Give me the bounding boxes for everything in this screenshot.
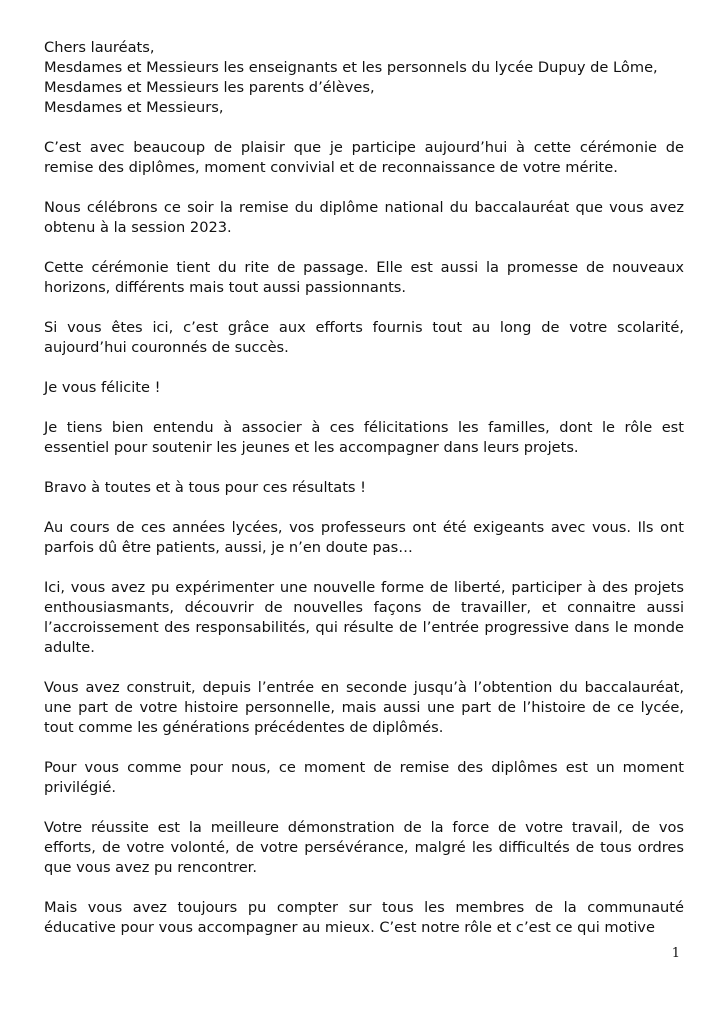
paragraph: Si vous êtes ici, c’est grâce aux efforts fournis tout au long de votre scolarité, aujourd’hui couronnés de succès. (44, 319, 684, 356)
paragraph: Pour vous comme pour nous, ce moment de remise des diplômes est un moment privilégié. (44, 759, 684, 796)
salutation-line: Mesdames et Messieurs les enseignants et les personnels du lycée Dupuy de Lôme, (44, 59, 658, 76)
letter-body (44, 38, 684, 938)
paragraph: Cette cérémonie tient du rite de passage. Elle est aussi la promesse de nouveaux horizons, différents mais tout aussi passionnants. (44, 259, 684, 296)
paragraph: Je vous félicite ! (44, 379, 161, 396)
paragraph: Ici, vous avez pu expérimenter une nouvelle forme de liberté, participer à des projets enthousiasmants, découvrir de nouvelles façons de travailler, et connaitre aussi l’accroissement des responsabilités, qui résulte de l’entrée progressive dans le monde adulte. (44, 579, 684, 656)
page-number: 1 (671, 946, 680, 961)
salutation-block (44, 38, 684, 118)
paragraph: Je tiens bien entendu à associer à ces félicitations les familles, dont le rôle est essentiel pour soutenir les jeunes et les accompagner dans leurs projets. (44, 419, 684, 456)
paragraph: Bravo à toutes et à tous pour ces résultats ! (44, 479, 367, 496)
paragraph: Nous célébrons ce soir la remise du diplôme national du baccalauréat que vous avez obtenu à la session 2023. (44, 199, 684, 236)
salutation-line: Mesdames et Messieurs, (44, 99, 224, 116)
paragraph: Vous avez construit, depuis l’entrée en seconde jusqu’à l’obtention du baccalauréat, une part de votre histoire personnelle, mais aussi une part de l’histoire de ce lycée, tout comme les générations précédentes de diplômés. (44, 679, 684, 736)
paragraph: Mais vous avez toujours pu compter sur tous les membres de la communauté éducative pour vous accompagner au mieux. C’est notre rôle et c’est ce qui motive (44, 899, 684, 936)
paragraph: Votre réussite est la meilleure démonstration de la force de votre travail, de vos efforts, de votre volonté, de votre persévérance, malgré les difficultés de tous ordres que vous avez pu rencontrer. (44, 819, 684, 876)
paragraph: C’est avec beaucoup de plaisir que je participe aujourd’hui à cette cérémonie de remise des diplômes, moment convivial et de reconnaissance de votre mérite. (44, 139, 684, 176)
paragraph: Au cours de ces années lycées, vos professeurs ont été exigeants avec vous. Ils ont parfois dû être patients, aussi, je n’en doute pas… (44, 519, 684, 556)
salutation-line: Mesdames et Messieurs les parents d’élèves, (44, 79, 375, 96)
salutation-line: Chers lauréats, (44, 39, 155, 56)
